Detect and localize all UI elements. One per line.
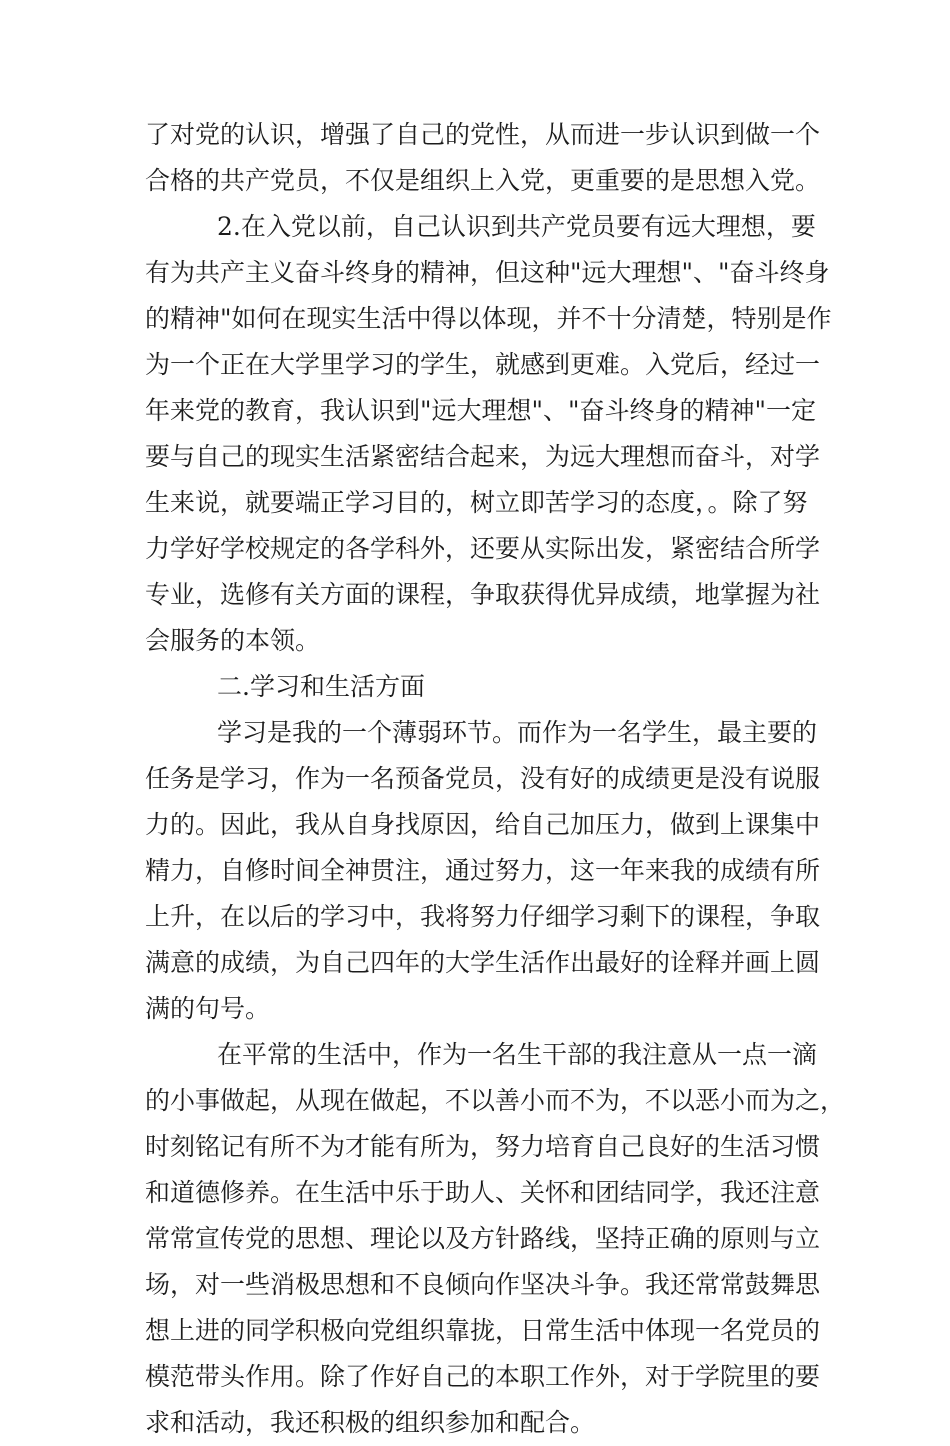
text-line: 合格的共产党员，不仅是组织上入党，更重要的是思想入党。 [145, 166, 821, 195]
text-line: 时刻铭记有所不为才能有所为，努力培育自己良好的生活习惯 [145, 1132, 821, 1161]
text-line: 场，对一些消极思想和不良倾向作坚决斗争。我还常常鼓舞思 [145, 1270, 821, 1299]
text-line: 满意的成绩，为自己四年的大学生活作出最好的诠释并画上圆 [145, 948, 821, 977]
text-line: 任务是学习，作为一名预备党员，没有好的成绩更是没有说服 [145, 764, 821, 793]
text-line: 会服务的本领。 [145, 626, 321, 655]
paragraph [145, 710, 821, 1032]
paragraph [145, 112, 821, 204]
text-line: 学习是我的一个薄弱环节。而作为一名学生，最主要的 [217, 718, 818, 747]
text-line: 上升，在以后的学习中，我将努力仔细学习剩下的课程，争取 [145, 902, 821, 931]
text-line: 有为共产主义奋斗终身的精神，但这种"远大理想"、"奋斗终身 [145, 258, 830, 287]
text-line: 2.在入党以前，自己认识到共产党员要有远大理想，要 [217, 212, 816, 241]
text-line: 力学好学校规定的各学科外，还要从实际出发，紧密结合所学 [145, 534, 821, 563]
text-line: 常常宣传党的思想、理论以及方针路线，坚持正确的原则与立 [145, 1224, 821, 1253]
text-line: 专业，选修有关方面的课程，争取获得优异成绩，地掌握为社 [145, 580, 821, 609]
text-line: 年来党的教育，我认识到"远大理想"、"奋斗终身的精神"一定 [145, 396, 816, 425]
text-line: 的精神"如何在现实生活中得以体现，并不十分清楚，特别是作 [145, 304, 832, 333]
paragraph [145, 204, 832, 664]
text-line: 二.学习和生活方面 [217, 672, 425, 701]
section-heading [145, 664, 805, 710]
paragraph [145, 1032, 846, 1446]
text-line: 模范带头作用。除了作好自己的本职工作外，对于学院里的要 [145, 1362, 821, 1391]
text-line: 求和活动，我还积极的组织参加和配合。 [145, 1408, 596, 1437]
text-line: 的小事做起，从现在做起，不以善小而不为，不以恶小而为之， [145, 1086, 846, 1115]
text-line: 在平常的生活中，作为一名生干部的我注意从一点一滴 [217, 1040, 818, 1069]
text-line: 精力，自修时间全神贯注，通过努力，这一年来我的成绩有所 [145, 856, 821, 885]
text-line: 为一个正在大学里学习的学生，就感到更难。入党后，经过一 [145, 350, 821, 379]
text-line: 想上进的同学积极向党组织靠拢，日常生活中体现一名党员的 [145, 1316, 821, 1345]
text-line: 力的。因此，我从自身找原因，给自己加压力，做到上课集中 [145, 810, 821, 839]
text-line: 了对党的认识，增强了自己的党性，从而进一步认识到做一个 [145, 120, 821, 149]
document-page [145, 112, 846, 1446]
text-line: 满的句号。 [145, 994, 271, 1023]
text-line: 和道德修养。在生活中乐于助人、关怀和团结同学，我还注意 [145, 1178, 821, 1207]
text-line: 要与自己的现实生活紧密结合起来，为远大理想而奋斗，对学 [145, 442, 821, 471]
text-line: 生来说，就要端正学习目的，树立即苦学习的态度，。除了努 [145, 488, 808, 517]
